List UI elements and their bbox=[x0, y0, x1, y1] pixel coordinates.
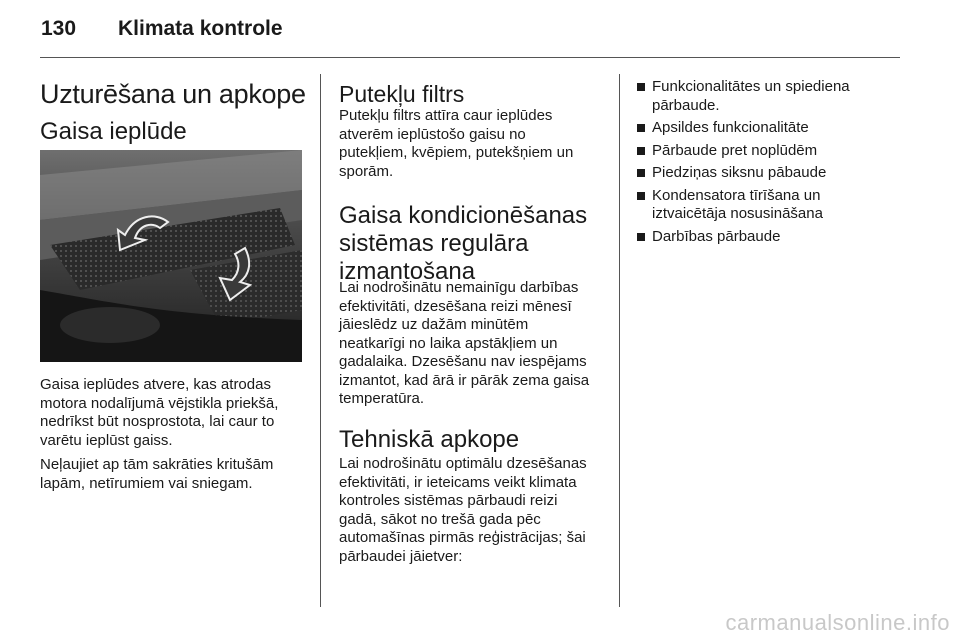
text-line: Darbības pārbaude bbox=[652, 227, 781, 245]
header-rule bbox=[40, 57, 900, 58]
checklist-item bbox=[636, 78, 896, 115]
air-intake-photo bbox=[40, 150, 302, 362]
text-line: Apsildes funkcionalitāte bbox=[652, 119, 809, 136]
dust-filter-title: Putekļu filtrs bbox=[339, 81, 465, 107]
text-line: gadalaika. Dzesēšanu nav iespējams bbox=[339, 353, 587, 370]
column-divider-1 bbox=[320, 74, 321, 607]
section-title: Uzturēšana un apkope bbox=[40, 79, 306, 109]
text-line: Gaisa ieplūdes atvere, kas atrodas bbox=[40, 376, 271, 393]
text-line: pārbaudei jāietver: bbox=[339, 547, 463, 565]
page-number: 130 bbox=[41, 17, 77, 40]
text-line: Lai nodrošinātu optimālu dzesēšanas bbox=[339, 455, 587, 472]
text-line: Funkcionalitātes un spiediena bbox=[652, 78, 850, 95]
maintenance-title: Tehniskā apkope bbox=[339, 426, 520, 453]
text-line: temperatūra. bbox=[339, 390, 425, 407]
text-line: varētu ieplūst gaiss. bbox=[40, 431, 173, 449]
checklist-item bbox=[636, 228, 896, 247]
section-subtitle: Gaisa ieplūde bbox=[40, 118, 187, 145]
text-line: efektivitāti, ir ieteicams veikt klimata bbox=[339, 473, 577, 491]
intake-paragraph-1 bbox=[40, 376, 315, 450]
text-line: sporām. bbox=[339, 162, 394, 180]
text-line: automašīnas pirmās reģistrācijas; šai bbox=[339, 529, 586, 546]
text-line: pārbaude. bbox=[652, 96, 720, 114]
heading-line: sistēmas regulāra bbox=[339, 230, 529, 257]
text-line: iztvaicētāja nosusināšana bbox=[652, 205, 823, 222]
checklist-item bbox=[636, 142, 896, 161]
text-line: atverēm ieplūstošo gaisu no bbox=[339, 125, 526, 143]
text-line: izmantot, kad ārā ir pārāk zema gaisa bbox=[339, 371, 590, 389]
checklist bbox=[636, 78, 896, 250]
text-line: neatkarīgi no laika apstākļiem un bbox=[339, 334, 558, 352]
ac-usage-text bbox=[339, 279, 619, 409]
text-line: putekļiem, kvēpiem, putekšņiem un bbox=[339, 144, 574, 161]
text-line: Pārbaude pret noplūdēm bbox=[652, 141, 818, 159]
text-line: kontroles sistēmas pārbaudi reizi bbox=[339, 492, 558, 509]
text-line: motora nodalījumā vējstikla priekšā, bbox=[40, 394, 279, 412]
text-line: Putekļu filtrs attīra caur ieplūdes bbox=[339, 107, 553, 124]
text-line: nedrīkst būt nosprostota, lai caur to bbox=[40, 413, 275, 430]
intake-paragraph-2 bbox=[40, 456, 315, 493]
text-line: Piedziņas siksnu pābaude bbox=[652, 164, 827, 181]
watermark: carmanualsonline.info bbox=[725, 610, 950, 635]
text-line: lapām, netīrumiem vai sniegam. bbox=[40, 474, 253, 492]
ac-usage-title bbox=[339, 202, 619, 286]
text-line: efektivitāti, dzesēšana reizi mēnesī bbox=[339, 297, 572, 315]
chapter-title: Klimata kontrole bbox=[118, 17, 283, 40]
text-line: jāieslēdz uz dažām minūtēm bbox=[339, 316, 529, 333]
checklist-item bbox=[636, 119, 896, 138]
heading-line: izmantošana bbox=[339, 258, 476, 285]
checklist-item bbox=[636, 187, 896, 224]
heading-line: Gaisa kondicionēšanas bbox=[339, 202, 588, 229]
column-divider-2 bbox=[619, 74, 620, 607]
text-line: Neļaujiet ap tām sakrāties kritušām bbox=[40, 456, 274, 473]
maintenance-text bbox=[339, 455, 619, 566]
dust-filter-text bbox=[339, 107, 614, 181]
text-line: gadā, sākot no trešā gada pēc bbox=[339, 510, 541, 528]
checklist-item bbox=[636, 164, 896, 183]
text-line: Lai nodrošinātu nemainīgu darbības bbox=[339, 279, 579, 296]
text-line: Kondensatora tīrīšana un bbox=[652, 186, 821, 204]
